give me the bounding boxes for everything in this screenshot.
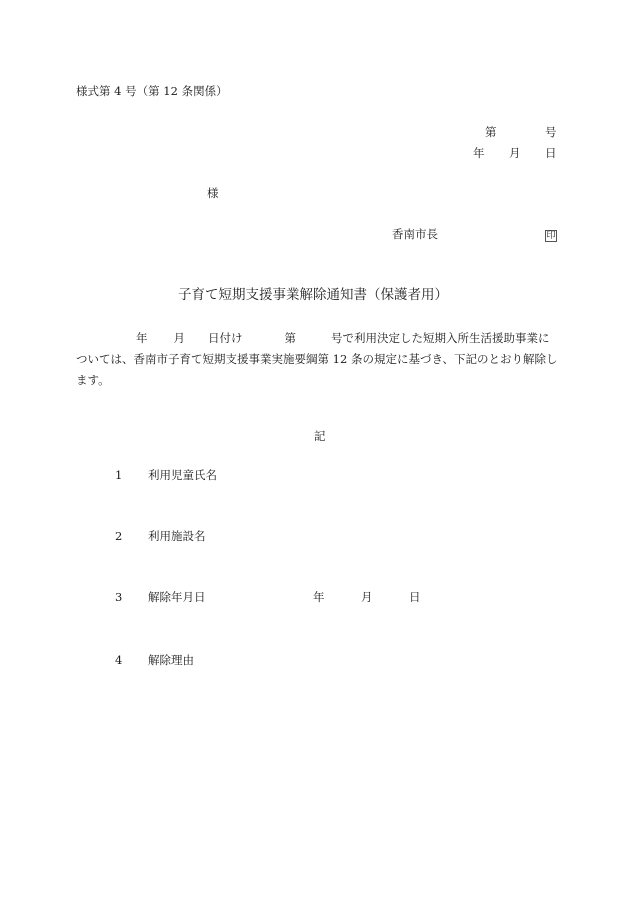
item-3-year: 年 bbox=[313, 590, 325, 604]
item-2-number: 2 bbox=[115, 529, 123, 543]
doc-number-dai: 第 bbox=[485, 125, 497, 139]
body-line-2: ついては、香南市子育て短期支援事業実施要綱第 12 条の規定に基づき、下記のとおり解除し bbox=[76, 352, 558, 366]
item-3-month: 月 bbox=[361, 590, 373, 604]
body-line-1-rest: 号で利用決定した短期入所生活援助事業に bbox=[331, 331, 550, 345]
body-line-3: ます。 bbox=[76, 373, 110, 387]
form-reference: 様式第 4 号（第 12 条関係） bbox=[76, 84, 228, 98]
date-day: 日 bbox=[545, 146, 557, 160]
ki-heading: 記 bbox=[314, 429, 326, 443]
date-month: 月 bbox=[509, 146, 521, 160]
body-day-dated: 日付け bbox=[208, 331, 243, 345]
item-1-number: 1 bbox=[115, 468, 123, 482]
item-4-number: 4 bbox=[115, 653, 123, 667]
date-year: 年 bbox=[473, 146, 485, 160]
doc-number-go: 号 bbox=[545, 125, 557, 139]
item-1-label: 利用児童氏名 bbox=[148, 468, 217, 482]
body-year: 年 bbox=[136, 331, 148, 345]
item-3-day: 日 bbox=[409, 590, 421, 604]
item-3-number: 3 bbox=[115, 590, 123, 604]
body-month: 月 bbox=[173, 331, 185, 345]
body-paragraph bbox=[76, 328, 564, 391]
item-4-label: 解除理由 bbox=[148, 653, 194, 667]
item-2-label: 利用施設名 bbox=[148, 529, 206, 543]
body-dai: 第 bbox=[284, 331, 296, 345]
seal-mark: 印 bbox=[546, 231, 556, 241]
body-line-1 bbox=[76, 328, 564, 349]
document-title: 子育て短期支援事業解除通知書（保護者用） bbox=[178, 287, 448, 303]
addressee-honorific: 様 bbox=[207, 186, 219, 200]
item-3-label: 解除年月日 bbox=[148, 590, 206, 604]
issuer-name: 香南市長 bbox=[392, 227, 438, 241]
